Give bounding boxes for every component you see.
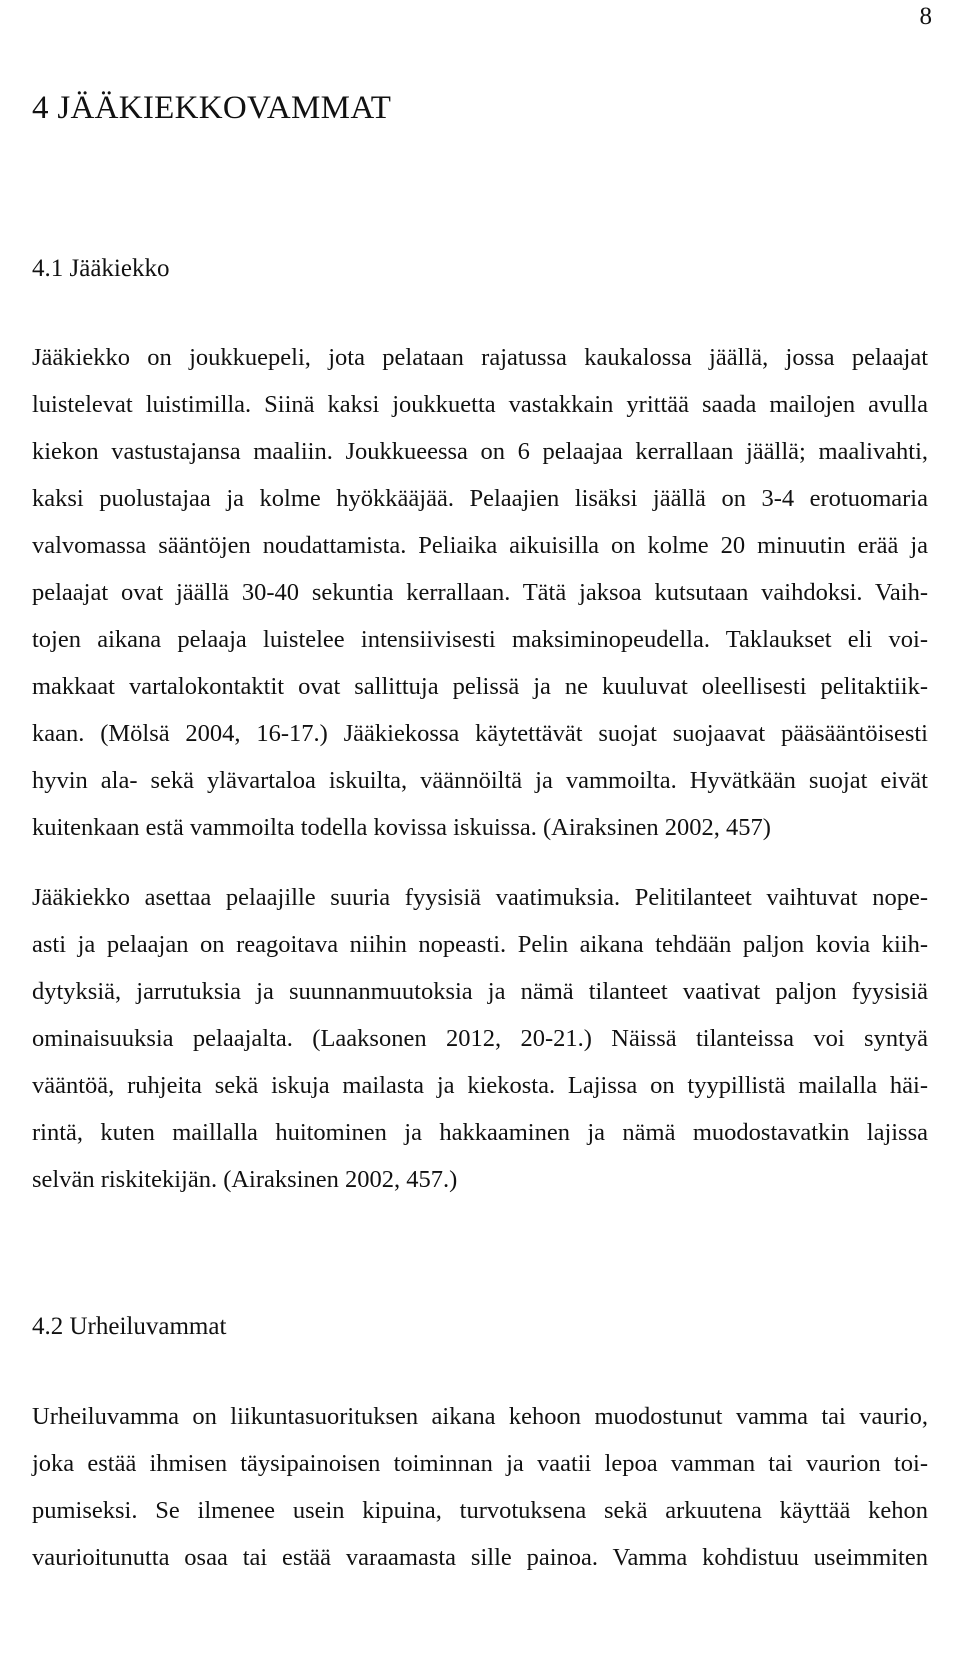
- text-line: kaksi puolustajaa ja kolme hyökkääjää. Pelaajien lisäksi jäällä on 3-4 erotuomaria: [32, 485, 928, 512]
- text-line: rintä, kuten maillalla huitominen ja hakkaaminen ja nämä muodostavatkin lajissa: [32, 1119, 928, 1146]
- paragraph-urheiluvammat-intro: [32, 1393, 928, 1581]
- text-line: ominaisuuksia pelaajalta. (Laaksonen 2012, 20-21.) Näissä tilanteissa voi syntyä: [32, 1025, 928, 1052]
- text-line: selvän riskitekijän. (Airaksinen 2002, 457.): [32, 1166, 458, 1193]
- text-line: valvomassa sääntöjen noudattamista. Peliaika aikuisilla on kolme 20 minuutin erää ja: [32, 532, 928, 559]
- text-line: kuitenkaan estä vammoilta todella kovissa iskuissa. (Airaksinen 2002, 457): [32, 814, 771, 841]
- chapter-title: 4 JÄÄKIEKKOVAMMAT: [32, 90, 392, 126]
- text-line: kiekon vastustajansa maaliin. Joukkueessa on 6 pelaajaa kerrallaan jäällä; maalivahti,: [32, 438, 928, 465]
- text-line: tojen aikana pelaaja luistelee intensiivisesti maksiminopeudella. Taklaukset eli voi-: [32, 626, 928, 653]
- page-number: 8: [919, 3, 932, 30]
- text-line: pumiseksi. Se ilmenee usein kipuina, turvotuksena sekä arkuutena käyttää kehon: [32, 1497, 928, 1524]
- text-line: hyvin ala- sekä ylävartaloa iskuilta, väännöiltä ja vammoilta. Hyvätkään suojat eivät: [32, 767, 928, 794]
- text-line: dytyksiä, jarrutuksia ja suunnanmuutoksia ja nämä tilanteet vaativat paljon fyysisiä: [32, 978, 928, 1005]
- text-line: joka estää ihmisen täysipainoisen toiminnan ja vaatii lepoa vamman tai vaurion toi-: [32, 1450, 928, 1477]
- text-line: Jääkiekko asettaa pelaajille suuria fyysisiä vaatimuksia. Pelitilanteet vaihtuvat nope-: [32, 884, 928, 911]
- section-title-jaakiekko: 4.1 Jääkiekko: [32, 255, 170, 282]
- text-line: makkaat vartalokontaktit ovat sallittuja pelissä ja ne kuuluvat oleellisesti pelitaktiik-: [32, 673, 928, 700]
- section-title-urheiluvammat: 4.2 Urheiluvammat: [32, 1313, 227, 1340]
- text-line: kaan. (Mölsä 2004, 16-17.) Jääkiekossa käytettävät suojat suojaavat pääsääntöisesti: [32, 720, 928, 747]
- text-line: Urheiluvamma on liikuntasuorituksen aikana kehoon muodostunut vamma tai vaurio,: [32, 1403, 928, 1430]
- text-line: vääntöä, ruhjeita sekä iskuja mailasta ja kiekosta. Lajissa on tyypillistä mailalla häi-: [32, 1072, 928, 1099]
- paragraph-jaakiekko-vaatimukset: [32, 874, 928, 1203]
- text-line: luistelevat luistimilla. Siinä kaksi joukkuetta vastakkain yrittää saada mailojen avulla: [32, 391, 928, 418]
- paragraph-jaakiekko-intro: [32, 334, 928, 851]
- text-line: vaurioitunutta osaa tai estää varaamasta sille painoa. Vamma kohdistuu useimmiten: [32, 1544, 928, 1571]
- text-line: Jääkiekko on joukkuepeli, jota pelataan rajatussa kaukalossa jäällä, jossa pelaajat: [32, 344, 928, 371]
- text-line: pelaajat ovat jäällä 30-40 sekuntia kerrallaan. Tätä jaksoa kutsutaan vaihdoksi. Vaih-: [32, 579, 928, 606]
- text-line: asti ja pelaajan on reagoitava niihin nopeasti. Pelin aikana tehdään paljon kovia kiih-: [32, 931, 928, 958]
